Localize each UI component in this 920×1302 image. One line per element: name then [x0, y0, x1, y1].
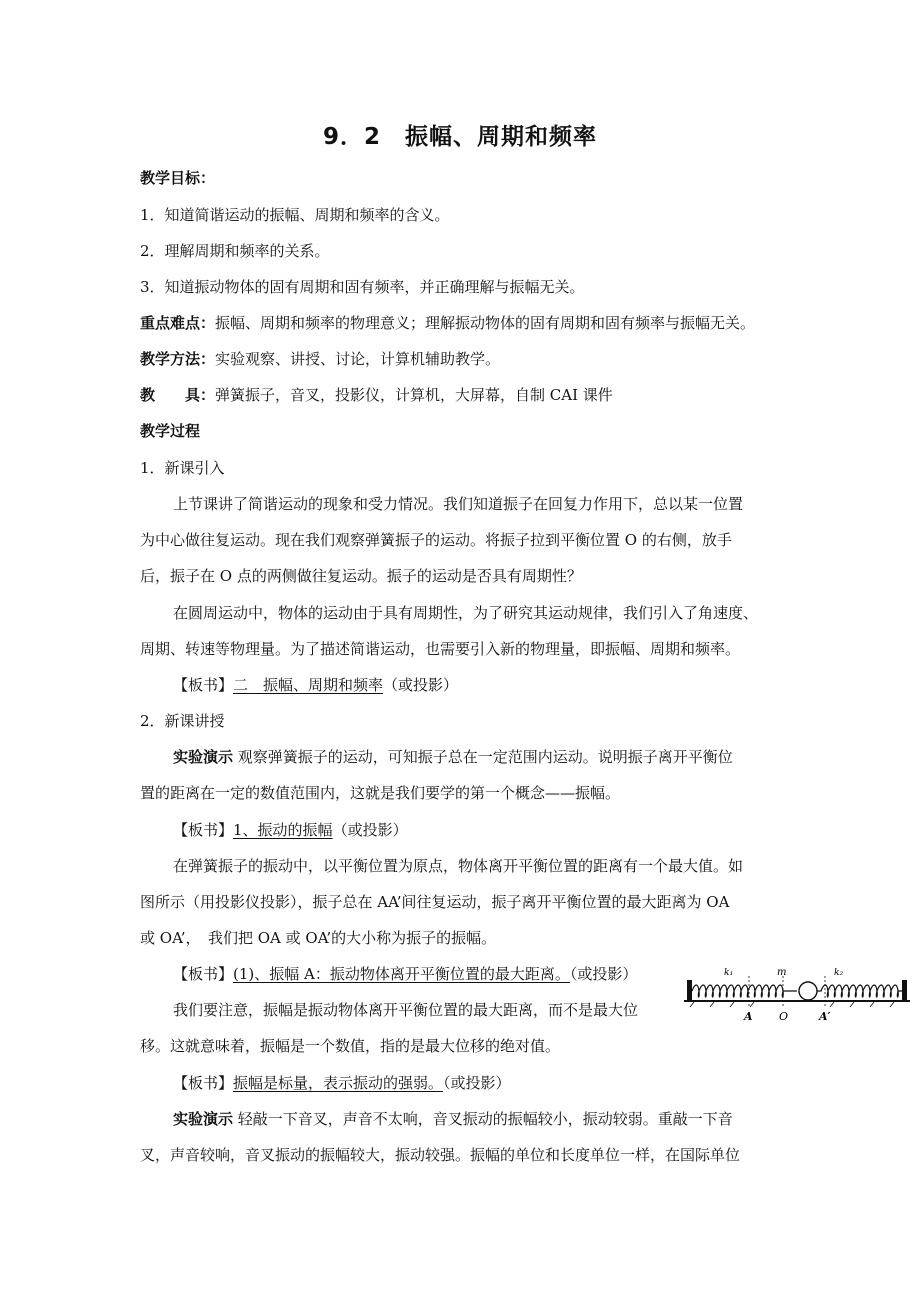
tools-label: 教 具：	[140, 386, 216, 404]
demo-label: 实验演示	[173, 748, 234, 766]
board-note	[173, 820, 408, 840]
paragraph-line: 叉，声音较响，音叉振动的振幅较大，振动较强。振幅的单位和长度单位一样，在国际单位	[140, 1146, 741, 1164]
demo-text: 轻敲一下音叉，声音不太响，音叉振动的振幅较小，振动较弱。重敲一下音	[233, 1110, 733, 1128]
label-a-prime: A′	[819, 1010, 831, 1023]
paragraph-line: 置的距离在一定的数值范围内，这就是我们要学的第一个概念——振幅。	[140, 784, 621, 802]
page-title: 9．2 振幅、周期和频率	[322, 124, 597, 150]
right-spring	[817, 985, 902, 997]
objective-item: 1．知道简谐运动的振幅、周期和频率的含义。	[140, 206, 450, 224]
spring-oscillator-figure	[684, 964, 910, 1024]
key-points-text: 振幅、周期和频率的物理意义；理解振动物体的固有周期和固有频率与振幅无关。	[215, 314, 756, 332]
paragraph-line: 我们要注意，振幅是振动物体离开平衡位置的最大距离，而不是最大位	[173, 1001, 639, 1019]
board-underlined-text: 二 振幅、周期和频率	[233, 676, 384, 694]
board-suffix: （或投影）	[443, 1074, 511, 1092]
paragraph-line: 移。这就意味着，振幅是一个数值，指的是最大位移的绝对值。	[140, 1037, 561, 1055]
board-note	[173, 675, 458, 695]
paragraph-line: 为中心做往复运动。现在我们观察弹簧振子的运动。将振子拉到平衡位置 O 的右侧，放手	[140, 531, 732, 549]
objective-item: 2．理解周期和频率的关系。	[140, 242, 330, 260]
paragraph-line: 或 OA’， 我们把 OA 或 OA’的大小称为振子的振幅。	[140, 929, 497, 947]
paragraph-line: 在弹簧振子的振动中，以平衡位置为原点，物体离开平衡位置的距离有一个最大值。如	[173, 857, 744, 875]
paragraph-line: 上节课讲了简谐运动的现象和受力情况。我们知道振子在回复力作用下，总以某一位置	[173, 495, 744, 513]
left-wall	[687, 980, 692, 1000]
paragraph-line: 周期、转速等物理量。为了描述简谐运动，也需要引入新的物理量，即振幅、周期和频率。	[140, 640, 741, 658]
board-tag: 【板书】	[173, 821, 234, 839]
key-points-label: 重点难点：	[140, 314, 216, 332]
demo-line	[173, 747, 733, 767]
board-underlined-text: (1)、振幅 A：振动物体离开平衡位置的最大距离。	[233, 965, 570, 983]
tools-line	[140, 385, 613, 405]
base-hatching	[690, 1002, 894, 1007]
demo-text: 观察弹簧振子的运动，可知振子总在一定范围内运动。说明振子离开平衡位	[233, 748, 733, 766]
methods-text: 实验观察、讲授、讨论，计算机辅助教学。	[215, 350, 501, 368]
board-suffix: （或投影）	[569, 965, 638, 983]
base-track	[684, 1000, 910, 1002]
paragraph-line: 在圆周运动中，物体的运动由于具有周期性，为了研究其运动规律，我们引入了角速度、	[173, 604, 759, 622]
oscillator-mass	[799, 982, 817, 1000]
key-points-line	[140, 313, 755, 333]
objectives-heading: 教学目标：	[140, 169, 216, 187]
right-wall	[902, 980, 907, 1000]
label-a: A	[744, 1010, 753, 1023]
section1-heading: 1．新课引入	[140, 459, 225, 477]
label-o: O	[779, 1010, 789, 1023]
demo-line	[173, 1109, 733, 1129]
board-note	[173, 1073, 511, 1093]
methods-label: 教学方法：	[140, 350, 216, 368]
paragraph-line: 图所示（用投影仪投影），振子总在 AA’间往复运动，振子离开平衡位置的最大距离为 OA	[140, 893, 730, 911]
board-tag: 【板书】	[173, 965, 234, 983]
tools-text: 弹簧振子，音叉，投影仪，计算机，大屏幕，自制 CAI 课件	[215, 386, 613, 404]
methods-line	[140, 349, 500, 369]
board-note	[173, 964, 637, 984]
board-tag: 【板书】	[173, 1074, 234, 1092]
process-heading: 教学过程	[140, 422, 201, 440]
label-k2: k₂	[834, 968, 844, 978]
board-underlined-text: 1、振动的振幅	[233, 821, 333, 839]
board-underlined-text: 振幅是标量，表示振动的强弱。	[233, 1074, 444, 1092]
demo-label: 实验演示	[173, 1110, 234, 1128]
label-m: m	[777, 967, 787, 978]
objective-item: 3．知道振动物体的固有周期和固有频率，并正确理解与振幅无关。	[140, 278, 585, 296]
left-spring	[692, 985, 797, 997]
label-k1: k₁	[724, 968, 734, 978]
board-tag: 【板书】	[173, 676, 234, 694]
board-suffix: （或投影）	[332, 821, 408, 839]
paragraph-line: 后，振子在 O 点的两侧做往复运动。振子的运动是否具有周期性？	[140, 567, 582, 585]
section2-heading: 2．新课讲授	[140, 712, 225, 730]
board-suffix: （或投影）	[383, 676, 459, 694]
